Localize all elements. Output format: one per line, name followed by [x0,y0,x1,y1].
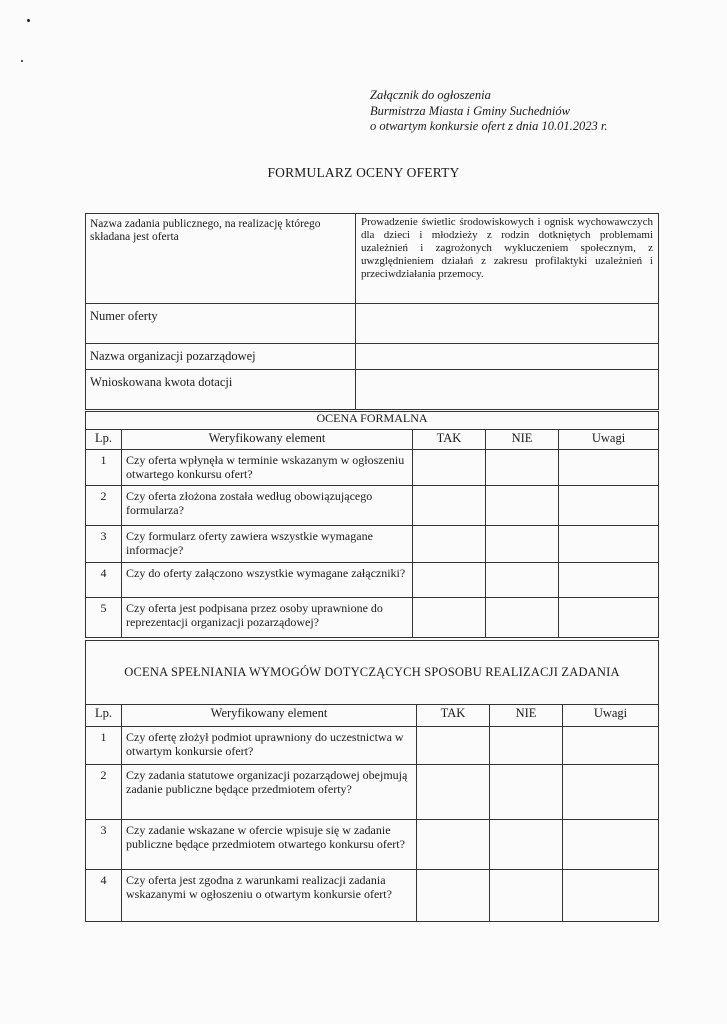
yes-cell[interactable] [417,820,490,870]
yes-cell[interactable] [417,870,490,922]
annex-note-line: o otwartym konkursie ofert z dnia 10.01.2023 r. [370,119,608,133]
organization-row [86,344,659,370]
verified-element: Czy oferta wpłynęła w terminie wskazanym w ogłoszeniu otwartego konkursu ofert? [122,450,413,486]
no-cell[interactable] [490,820,563,870]
verified-element: Czy oferta jest zgodna z warunkami realizacji zadania wskazanymi w ogłoszeniu o otwartym konkursie ofert? [122,870,417,922]
verified-element: Czy ofertę złożył podmiot uprawniony do uczestnictwa w otwartym konkursie ofert? [122,727,417,765]
table-row [86,765,659,820]
requirements-evaluation-table [85,640,659,922]
row-number: 2 [86,486,122,526]
requirements-section-title: OCENA SPEŁNIANIA WYMOGÓW DOTYCZĄCYCH SPOSOBU REALIZACJI ZADANIA [86,641,659,705]
col-header-no: NIE [490,705,563,727]
annex-note-line: Załącznik do ogłoszenia [370,88,491,102]
task-name-row [86,214,659,304]
table-row [86,870,659,922]
formal-header-row [86,430,659,450]
grant-amount-field[interactable] [356,370,659,410]
col-header-remarks: Uwagi [559,430,659,450]
annex-note [370,88,608,135]
col-header-element: Weryfikowany element [122,705,417,727]
no-cell[interactable] [486,598,559,638]
row-number: 5 [86,598,122,638]
grant-amount-row [86,370,659,410]
table-row [86,598,659,638]
verified-element: Czy oferta złożona została według obowiązującego formularza? [122,486,413,526]
remarks-cell[interactable] [563,765,659,820]
remarks-cell[interactable] [559,598,659,638]
col-header-element: Weryfikowany element [122,430,413,450]
no-cell[interactable] [486,486,559,526]
form-title: FORMULARZ OCENY OFERTY [267,165,460,180]
no-cell[interactable] [486,450,559,486]
col-header-lp: Lp. [86,705,122,727]
offer-number-label: Numer oferty [86,304,356,344]
yes-cell[interactable] [413,450,486,486]
row-number: 3 [86,526,122,563]
formal-section-title: OCENA FORMALNA [86,412,659,430]
verified-element: Czy oferta jest podpisana przez osoby uprawnione do reprezentacji organizacji pozarządowej? [122,598,413,638]
remarks-cell[interactable] [563,727,659,765]
scan-speck [21,60,23,62]
verified-element: Czy formularz oferty zawiera wszystkie wymagane informacje? [122,526,413,563]
col-header-yes: TAK [417,705,490,727]
table-row [86,450,659,486]
col-header-remarks: Uwagi [563,705,659,727]
table-row [86,563,659,598]
task-name-value: Prowadzenie świetlic środowiskowych i ognisk wychowawczych dla dzieci i młodzieży z rodzin dotkniętych problemami uzależnień i zagrożonych wykluczeniem społecznym, z uwzględnieniem działań z zakresu profilaktyki uzależnień i przeciwdziałania przemocy. [356,214,659,304]
verified-element: Czy do oferty załączono wszystkie wymagane załączniki? [122,563,413,598]
no-cell[interactable] [490,870,563,922]
verified-element: Czy zadanie wskazane w ofercie wpisuje się w zadanie publiczne będące przedmiotem otwartego konkursu ofert? [122,820,417,870]
remarks-cell[interactable] [559,526,659,563]
task-name-label: Nazwa zadania publicznego, na realizację którego składana jest oferta [86,214,356,304]
col-header-no: NIE [486,430,559,450]
remarks-cell[interactable] [559,486,659,526]
table-row [86,820,659,870]
row-number: 3 [86,820,122,870]
row-number: 2 [86,765,122,820]
no-cell[interactable] [486,526,559,563]
requirements-title-row [86,641,659,705]
row-number: 1 [86,450,122,486]
requirements-header-row [86,705,659,727]
verified-element: Czy zadania statutowe organizacji pozarządowej obejmują zadanie publiczne będące przedmiotem oferty? [122,765,417,820]
remarks-cell[interactable] [563,820,659,870]
row-number: 4 [86,870,122,922]
annex-note-line: Burmistrza Miasta i Gminy Suchedniów [370,103,570,118]
formal-evaluation-table [85,411,659,638]
remarks-cell[interactable] [559,450,659,486]
remarks-cell[interactable] [559,563,659,598]
yes-cell[interactable] [413,598,486,638]
row-number: 1 [86,727,122,765]
no-cell[interactable] [490,765,563,820]
yes-cell[interactable] [413,526,486,563]
table-row [86,486,659,526]
yes-cell[interactable] [417,765,490,820]
col-header-yes: TAK [413,430,486,450]
yes-cell[interactable] [417,727,490,765]
organization-field[interactable] [356,344,659,370]
yes-cell[interactable] [413,563,486,598]
formal-title-row [86,412,659,430]
no-cell[interactable] [490,727,563,765]
grant-amount-label: Wnioskowana kwota dotacji [86,370,356,410]
scan-speck [27,19,30,22]
offer-info-table [85,213,659,410]
organization-label: Nazwa organizacji pozarządowej [86,344,356,370]
offer-number-row [86,304,659,344]
offer-number-field[interactable] [356,304,659,344]
yes-cell[interactable] [413,486,486,526]
no-cell[interactable] [486,563,559,598]
remarks-cell[interactable] [563,870,659,922]
col-header-lp: Lp. [86,430,122,450]
row-number: 4 [86,563,122,598]
table-row [86,526,659,563]
table-row [86,727,659,765]
